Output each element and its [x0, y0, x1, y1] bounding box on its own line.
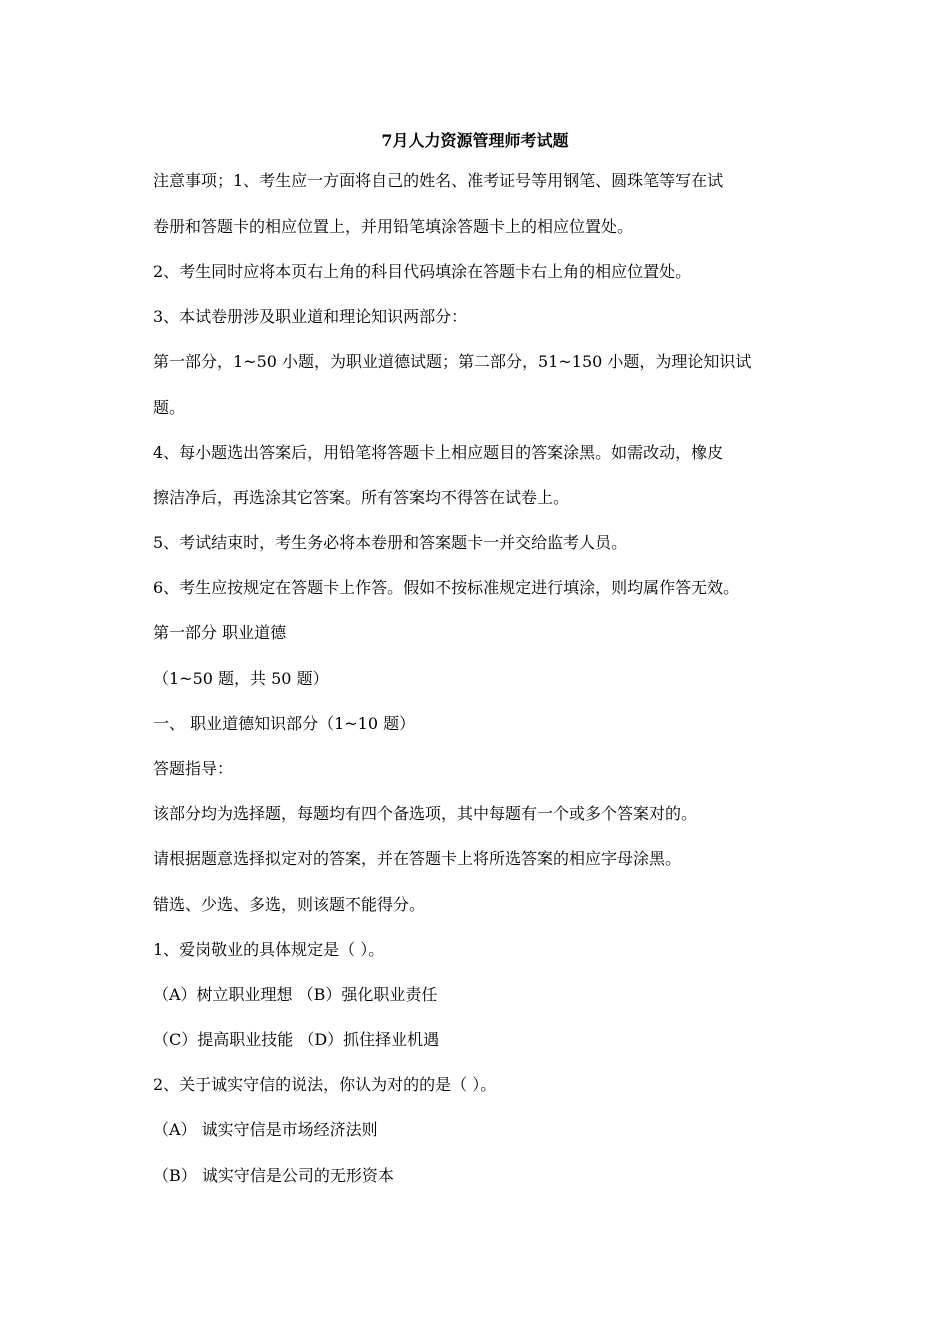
question-2-option-a: （A） 诚实守信是市场经济法则: [153, 1120, 378, 1139]
subsection-heading: 一、 职业道德知识部分（1~10 题）: [153, 714, 416, 733]
notice-line-1: 注意事项；1、考生应一方面将自己的姓名、准考证号等用钢笔、圆珠笔等写在试: [153, 171, 724, 190]
notice-line-6: 题。: [153, 398, 186, 417]
question-2-option-b: （B） 诚实守信是公司的无形资本: [153, 1166, 394, 1185]
section-range: （1~50 题，共 50 题）: [153, 669, 329, 688]
instructions-line-2: 请根据题意选择拟定对的答案，并在答题卡上将所选答案的相应字母涂黑。: [153, 849, 682, 868]
instructions-heading: 答题指导：: [153, 759, 234, 778]
notice-line-9: 5、考试结束时，考生务必将本卷册和答案题卡一并交给监考人员。: [153, 533, 628, 552]
notice-line-2: 卷册和答题卡的相应位置上，并用铅笔填涂答题卡上的相应位置处。: [153, 217, 634, 236]
notice-line-7: 4、每小题选出答案后，用铅笔将答题卡上相应题目的答案涂黑。如需改动，橡皮: [153, 443, 724, 462]
section-heading: 第一部分 职业道德: [153, 623, 287, 642]
notice-line-10: 6、考生应按规定在答题卡上作答。假如不按标准规定进行填涂，则均属作答无效。: [153, 578, 740, 597]
notice-line-4: 3、本试卷册涉及职业道和理论知识两部分：: [153, 307, 468, 326]
notice-line-5: 第一部分，1~50 小题，为职业道德试题；第二部分，51~150 小题，为理论知识试: [153, 352, 752, 371]
notice-line-8: 擦洁净后，再选涂其它答案。所有答案均不得答在试卷上。: [153, 488, 570, 507]
instructions-line-1: 该部分均为选择题，每题均有四个备选项，其中每题有一个或多个答案对的。: [153, 804, 698, 823]
question-1-options-cd: （C）提高职业技能 （D）抓住择业机遇: [153, 1030, 440, 1049]
question-1-options-ab: （A）树立职业理想 （B）强化职业责任: [153, 985, 438, 1004]
question-2: 2、关于诚实守信的说法，你认为对的的是（ ）。: [153, 1075, 497, 1094]
notice-line-3: 2、考生同时应将本页右上角的科目代码填涂在答题卡右上角的相应位置处。: [153, 262, 692, 281]
instructions-line-3: 错选、少选、多选，则该题不能得分。: [153, 895, 426, 914]
document-title: 7月人力资源管理师考试题: [381, 131, 569, 150]
question-1: 1、爱岗敬业的具体规定是（ ）。: [153, 940, 385, 959]
